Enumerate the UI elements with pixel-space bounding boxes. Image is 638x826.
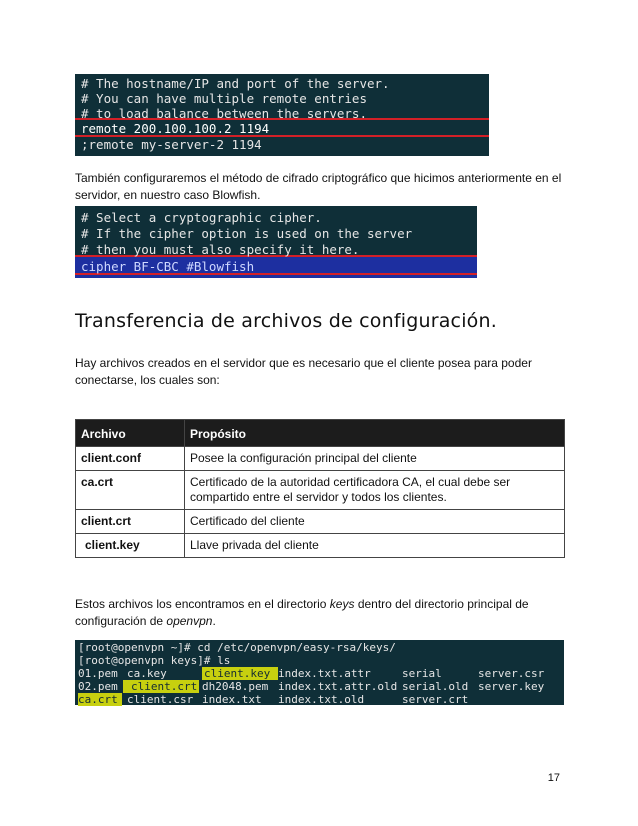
ls-entry: serial.old <box>402 680 469 693</box>
paragraph-directory <box>75 596 565 630</box>
ls-entry-highlighted: ca.crt <box>78 693 122 706</box>
purpose-cell: Posee la configuración principal del cliente <box>185 447 565 471</box>
text: dentro del directorio principal de configuración de <box>75 597 529 628</box>
table-row <box>76 534 565 558</box>
purpose-cell: Certificado del cliente <box>185 510 565 534</box>
table-row <box>76 510 565 534</box>
keys-emphasis: keys <box>329 597 355 611</box>
ls-entry: server.csr <box>478 667 545 680</box>
terminal-line-cipher: cipher BF-CBC #Blowfish <box>81 259 255 274</box>
terminal-line: ;remote my-server-2 1194 <box>81 137 262 152</box>
page-number: 17 <box>547 772 560 784</box>
file-cell: client.key <box>76 534 185 558</box>
header-proposito: Propósito <box>185 420 565 447</box>
text: Estos archivos los encontramos en el directorio <box>75 597 330 611</box>
text: . <box>212 614 216 628</box>
ls-entry: client.csr <box>127 693 194 706</box>
terminal-line: # to load balance between the servers. <box>81 106 367 121</box>
section-heading: Transferencia de archivos de configuración. <box>75 310 497 332</box>
ls-entry: server.crt <box>402 693 469 706</box>
purpose-cell: Certificado de la autoridad certificadora CA, el cual debe ser compartido entre el servidor y todos los clientes. <box>185 471 565 510</box>
header-archivo: Archivo <box>76 420 185 447</box>
paragraph-files-intro: Hay archivos creados en el servidor que es necesario que el cliente posea para poder conectarse, los cuales son: <box>75 356 532 387</box>
table-row <box>76 471 565 510</box>
table-row <box>76 447 565 471</box>
ls-entry-highlighted: client.key <box>202 667 278 680</box>
terminal-line: # You can have multiple remote entries <box>81 91 367 106</box>
terminal-line: # If the cipher option is used on the server <box>81 226 413 241</box>
file-cell: ca.crt <box>76 471 185 510</box>
terminal-remote-config <box>75 74 489 156</box>
ls-entry: index.txt <box>202 693 262 706</box>
ls-entry: 02.pem <box>78 680 118 693</box>
ls-entry: dh2048.pem <box>202 680 269 693</box>
ls-entry: index.txt.attr <box>278 667 371 680</box>
terminal-line: # then you must also specify it here. <box>81 242 360 257</box>
terminal-line-remote: remote 200.100.100.2 1194 <box>81 121 270 136</box>
terminal-line: # The hostname/IP and port of the server. <box>81 76 390 91</box>
ls-entry: ca.key <box>127 667 167 680</box>
terminal-command: [root@openvpn ~]# cd /etc/openvpn/easy-rsa/keys/ <box>78 641 396 654</box>
paragraph-cipher: También configuraremos el método de cifrado criptográfico que hicimos anteriormente en el servidor, en nuestro caso Blowfish. <box>75 171 562 202</box>
ls-entry: index.txt.old <box>278 693 365 706</box>
terminal-keys-listing <box>75 640 564 705</box>
table-header-row <box>76 420 565 447</box>
ls-entry: server.key <box>478 680 545 693</box>
terminal-command: [root@openvpn keys]# ls <box>78 654 231 667</box>
ls-entry: 01.pem <box>78 667 118 680</box>
file-cell: client.conf <box>76 447 185 471</box>
ls-entry: serial <box>402 667 442 680</box>
ls-entry: index.txt.attr.old <box>278 680 398 693</box>
files-table <box>75 419 565 558</box>
terminal-cipher-config <box>75 206 477 278</box>
terminal-line: # Select a cryptographic cipher. <box>81 210 322 225</box>
ls-entry-highlighted: client.crt <box>123 680 199 693</box>
file-cell: client.crt <box>76 510 185 534</box>
purpose-cell: Llave privada del cliente <box>185 534 565 558</box>
openvpn-emphasis: openvpn <box>166 614 213 628</box>
